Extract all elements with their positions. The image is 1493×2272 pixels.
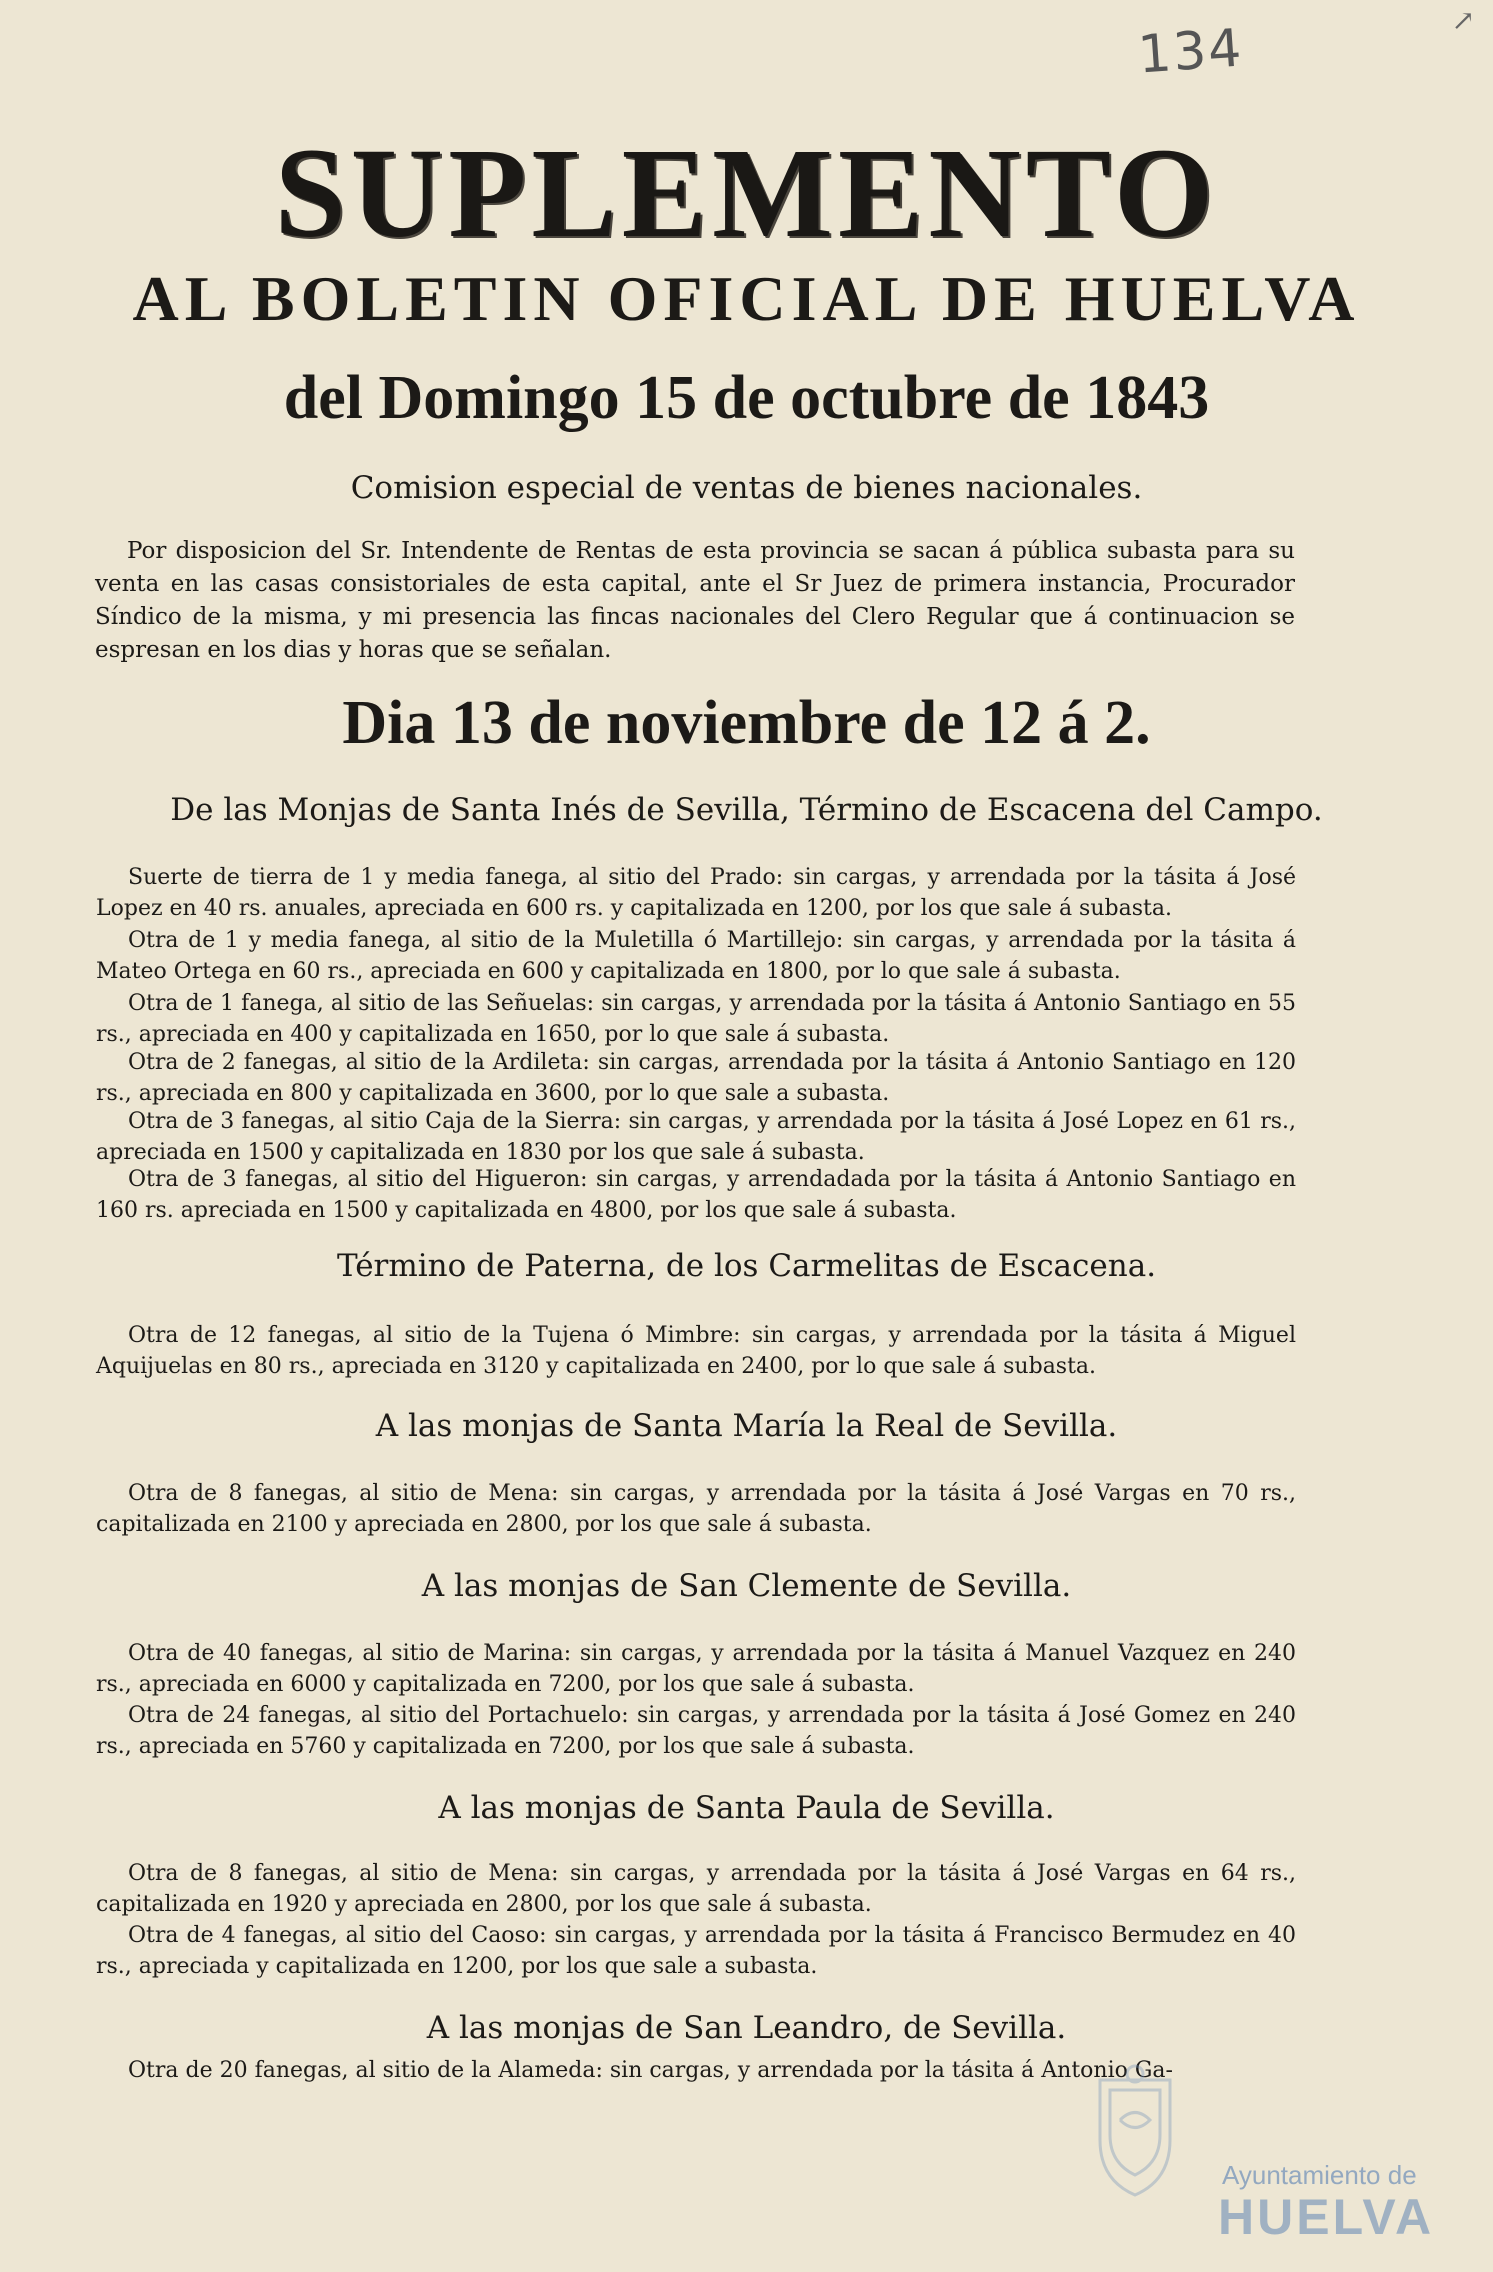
lot-entry: Otra de 40 fanegas, al sitio de Marina: sin cargas, y arrendada por la tásita á Manuel Vazquez en 240 rs., apreciada en 6000 y capitalizada en 7200, por los que sale á subasta. [96, 1641, 1296, 1697]
intro-paragraph: Por disposicion del Sr. Intendente de Rentas de esta provincia se sacan á pública subasta para su venta en las casas consistoriales de esta capital, ante el Sr Juez de primera instancia, Procurador Síndico de la misma, y mi presencia las fincas nacionales del Clero Regular que á continuacion se espresan en los dias y horas que se señalan. [95, 538, 1295, 663]
document-title: SUPLEMENTO [274, 122, 1219, 264]
lot-entry: Otra de 8 fanegas, al sitio de Mena: sin cargas, y arrendada por la tásita á José Vargas en 70 rs., capitalizada en 2100 y apreciada en 2800, por los que sale á subasta. [96, 1481, 1296, 1537]
section-heading: A las monjas de San Clemente de Sevilla. [421, 1568, 1072, 1604]
watermark-line2: HUELVA [1218, 2189, 1435, 2245]
lot-entry: Otra de 3 fanegas, al sitio Caja de la Sierra: sin cargas, y arrendada por la tásita á José Lopez en 61 rs., apreciada en 1500 y capitalizada en 1830 por los que sale á subasta. [96, 1109, 1296, 1165]
lot-entry: Otra de 1 y media fanega, al sitio de la Muletilla ó Martillejo: sin cargas, y arrendada por la tásita á Mateo Ortega en 60 rs., apreciada en 600 y capitalizada en 1800, por lo que sale á subasta. [96, 928, 1296, 984]
section-heading: A las monjas de Santa María la Real de Sevilla. [375, 1408, 1118, 1444]
lot-entry: Otra de 20 fanegas, al sitio de la Alameda: sin cargas, y arrendada por la tásita á Antonio Ga- [128, 2058, 1173, 2083]
section-heading: A las monjas de Santa Paula de Sevilla. [438, 1790, 1055, 1826]
section-heading: De las Monjas de Santa Inés de Sevilla, Término de Escacena del Campo. [170, 792, 1323, 828]
lot-entry: Otra de 4 fanegas, al sitio del Caoso: sin cargas, y arrendada por la tásita á Francisco Bermudez en 40 rs., apreciada y capitalizada en 1200, por los que sale a subasta. [96, 1923, 1296, 1979]
lot-entry: Otra de 2 fanegas, al sitio de la Ardileta: sin cargas, arrendada por la tásita á Antonio Santiago en 120 rs., apreciada en 800 y capitalizada en 3600, por lo que sale a subasta. [96, 1050, 1296, 1106]
lot-entry: Suerte de tierra de 1 y media fanega, al sitio del Prado: sin cargas, y arrendada por la tásita á José Lopez en 40 rs. anuales, apreciada en 600 rs. y capitalizada en 1200, por los que sale á subasta. [96, 865, 1296, 921]
section-heading: Término de Paterna, de los Carmelitas de Escacena. [336, 1248, 1157, 1284]
lot-entry: Otra de 24 fanegas, al sitio del Portachuelo: sin cargas, y arrendada por la tásita á José Gomez en 240 rs., apreciada en 5760 y capitalizada en 7200, por los que sale á subasta. [96, 1703, 1296, 1759]
lot-entry: Otra de 8 fanegas, al sitio de Mena: sin cargas, y arrendada por la tásita á José Vargas en 64 rs., capitalizada en 1920 y apreciada en 2800, por los que sale á subasta. [96, 1861, 1296, 1917]
section-heading: A las monjas de San Leandro, de Sevilla. [426, 2010, 1067, 2046]
corner-mark: ↗ [1451, 4, 1475, 37]
handwritten-folio-number: 134 [1136, 18, 1246, 86]
document-subtitle: AL BOLETIN OFICIAL DE HUELVA [132, 263, 1361, 334]
lot-entry: Otra de 3 fanegas, al sitio del Higueron: sin cargas, y arrendadada por la tásita á Antonio Santiago en 160 rs. apreciada en 1500 y capitalizada en 4800, por los que sale á subasta. [96, 1167, 1296, 1223]
commission-heading: Comision especial de ventas de bienes nacionales. [350, 470, 1143, 506]
watermark-line1: Ayuntamiento de [1222, 2160, 1417, 2190]
document-date: del Domingo 15 de octubre de 1843 [283, 364, 1210, 432]
lot-entry: Otra de 1 fanega, al sitio de las Señuelas: sin cargas, y arrendada por la tásita á Antonio Santiago en 55 rs., apreciada en 400 y capitalizada en 1650, por lo que sale á subasta. [96, 991, 1296, 1047]
day-heading: Dia 13 de noviembre de 12 á 2. [342, 689, 1151, 757]
lot-entry: Otra de 12 fanegas, al sitio de la Tujena ó Mimbre: sin cargas, y arrendada por la tásita á Miguel Aquijuelas en 80 rs., apreciada en 3120 y capitalizada en 2400, por lo que sale á subasta. [96, 1323, 1296, 1379]
